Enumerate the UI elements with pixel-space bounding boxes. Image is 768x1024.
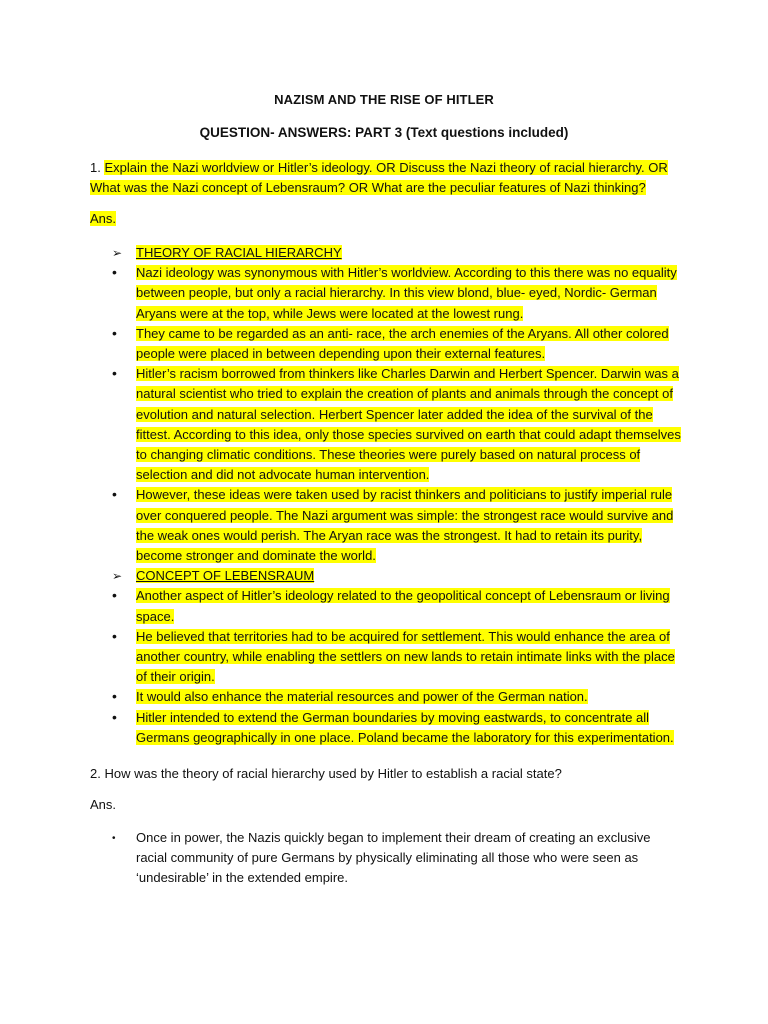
document-title: NAZISM AND THE RISE OF HITLER	[274, 92, 494, 107]
question-2-number: 2.	[90, 766, 101, 781]
list-item-text: Hitler intended to extend the German boundaries by moving eastwards, to concentrate all Germans geographically in one place. Poland became the laboratory for this experimentation.	[136, 709, 674, 745]
list-item-text: Once in power, the Nazis quickly began to implement their dream of creating an exclusive racial community of pure Germans by physically eliminating all those who were seen as ‘undesirable’ in the extended empire.	[136, 830, 651, 886]
question-1	[90, 158, 690, 198]
list-item-text: He believed that territories had to be acquired for settlement. This would enhance the area of another country, while enabling the settlers on new lands to retain intimate links with the place of their origin.	[136, 628, 675, 685]
dot-bullet-icon: •	[112, 688, 117, 705]
arrow-bullet-icon: ➢	[112, 246, 123, 260]
list-heading	[112, 566, 682, 586]
list-item	[112, 364, 682, 485]
document-subtitle: QUESTION- ANSWERS: PART 3 (Text questions included)	[199, 125, 569, 140]
section-heading-racial-hierarchy: THEORY OF RACIAL HIERARCHY	[136, 245, 342, 260]
section-heading-lebensraum: CONCEPT OF LEBENSRAUM	[136, 568, 315, 584]
question-1-ans-label	[90, 209, 116, 229]
list-item	[112, 708, 682, 748]
list-item	[112, 263, 682, 324]
list-heading	[112, 243, 682, 263]
dot-bullet-icon: •	[112, 264, 117, 281]
list-item	[112, 627, 682, 688]
dot-bullet-icon: •	[112, 708, 117, 725]
question-1-text: Explain the Nazi worldview or Hitler’s ideology. OR Discuss the Nazi theory of racial hierarchy. OR What was the Nazi concept of Lebensraum? OR What are the peculiar features of Nazi thinking?	[90, 160, 668, 195]
dot-bullet-icon: •	[112, 587, 117, 604]
list-item-text: However, these ideas were taken used by racist thinkers and politicians to justify imperial rule over conquered people. The Nazi argument was simple: the strongest race would survive and the weak ones would perish. The Aryan race was the strongest. It had to retain its purity, become stronger and dominate the world.	[136, 487, 674, 564]
question-2-text: How was the theory of racial hierarchy used by Hitler to establish a racial state?	[104, 766, 562, 781]
list-item-text: Another aspect of Hitler’s ideology related to the geopolitical concept of Lebensraum or living space.	[136, 588, 670, 624]
list-item	[112, 586, 682, 626]
list-item	[112, 324, 682, 364]
list-item	[112, 687, 682, 707]
question-1-number: 1.	[90, 160, 101, 175]
dot-bullet-icon: •	[112, 627, 117, 644]
ans-label-text: Ans.	[90, 211, 117, 226]
question-2-ans-label: Ans.	[90, 797, 117, 812]
list-item-text: It would also enhance the material resources and power of the German nation.	[136, 689, 588, 705]
dot-bullet-icon: •	[112, 324, 117, 341]
list-item-text: Nazi ideology was synonymous with Hitler’s worldview. According to this there was no equality between people, but only a racial hierarchy. In this view blond, blue- eyed, Nordic- German Aryans were at the top, while Jews were located at the lowest rung.	[136, 265, 677, 321]
question-2-answer-list	[112, 828, 682, 889]
dot-bullet-icon: •	[112, 833, 116, 844]
arrow-bullet-icon: ➢	[112, 569, 123, 584]
list-item-text: Hitler’s racism borrowed from thinkers like Charles Darwin and Herbert Spencer. Darwin was a natural scientist who tried to explain the creation of plants and animals through the concept of evolution and natural selection. Herbert Spencer later added the idea of the survival of the fittest. According to this idea, only those species survived on earth that could adapt themselves to changing climatic conditions. These theories were purely based on natural process of selection and did not advocate human intervention.	[136, 366, 681, 483]
list-item	[112, 828, 682, 889]
question-1-answer-list	[112, 243, 682, 748]
dot-bullet-icon: •	[112, 365, 117, 382]
question-2	[90, 764, 690, 784]
dot-bullet-icon: •	[112, 486, 117, 503]
list-item-text: They came to be regarded as an anti- race, the arch enemies of the Aryans. All other colored people were placed in between depending upon their external features.	[136, 325, 669, 362]
list-item	[112, 485, 682, 566]
